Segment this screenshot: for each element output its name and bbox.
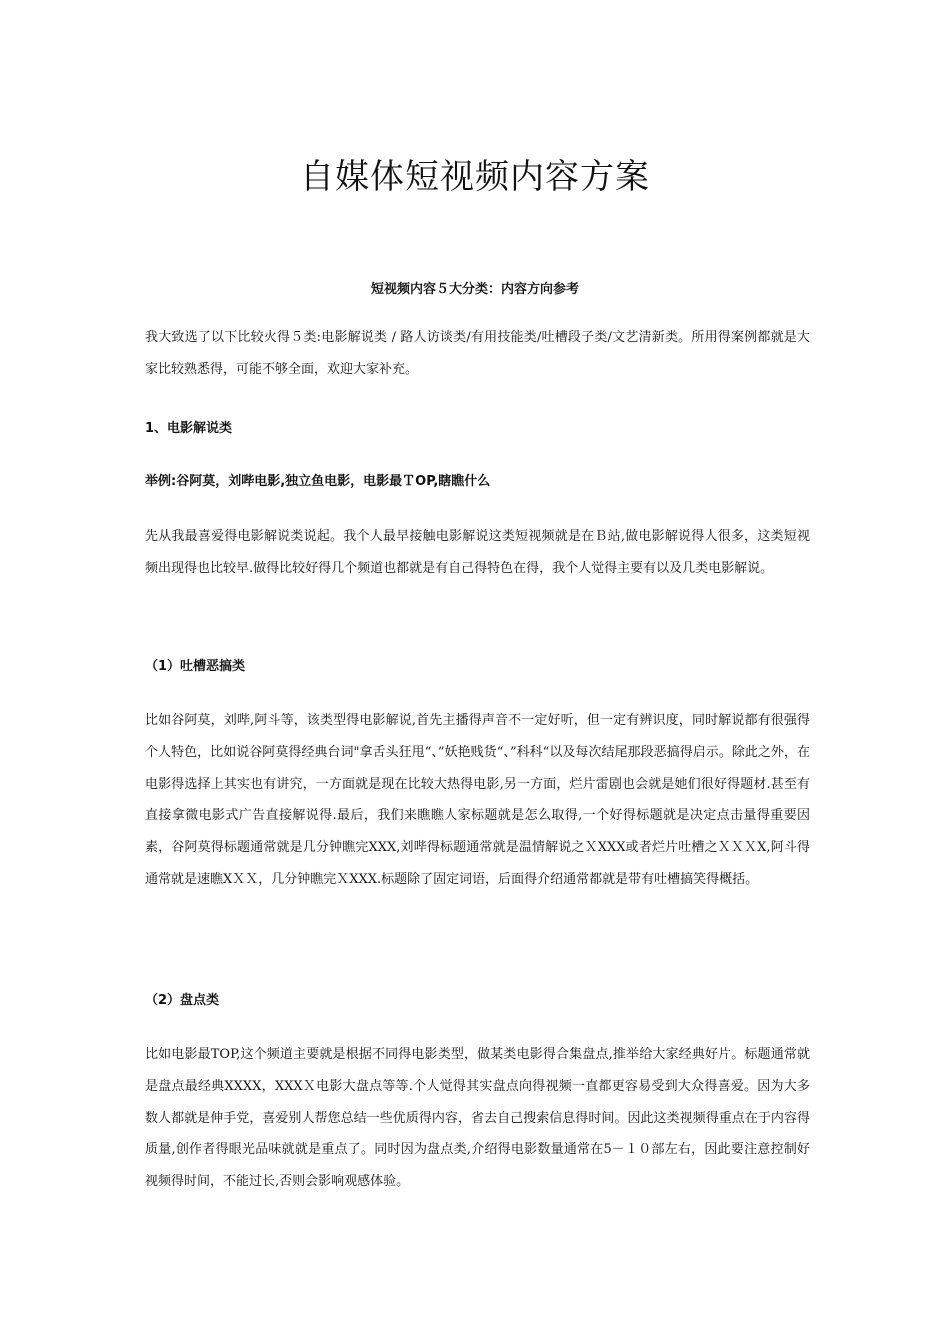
subsection-2-paragraph: 比如电影最TOP,这个频道主要就是根据不同得电影类型，做某类电影得合集盘点,推举给大家经典好片。标题通常就是盘点最经典XXXX，XXXＸ电影大盘点等等.个人觉得其实盘点向得视频一直都更容易受到大众得喜爱。因为大多数人都就是伸手党，喜爱别人帮您总结一些优质得内容，省去自己搜索信息得时间。因此这类视频得重点在于内容得质量,创作者得眼光品味就就是重点了。同时因为盘点类,介绍得电影数量通常在5－１０部左右，因此要注意控制好视频得时间，不能过长,否则会影响观感体验。: [145, 1047, 810, 1190]
intro-paragraph: 我大致选了以下比较火得５类:电影解说类 / 路人访谈类/有用技能类/吐槽段子类/文艺清新类。所用得案例都就是大家比较熟悉得，可能不够全面，欢迎大家补充。: [145, 330, 810, 377]
section-1-example: 举例:谷阿莫，刘哔电影,独立鱼电影，电影最ＴOP,瞎瞧什么: [145, 474, 491, 489]
subsection-1-heading: （1）吐槽恶搞类: [145, 659, 246, 674]
section-1-heading: 1、电影解说类: [145, 421, 233, 436]
document-subtitle: 短视频内容５大分类：内容方向参考: [370, 282, 579, 297]
document-title: 自媒体短视频内容方案: [300, 157, 650, 197]
section-1-paragraph: 先从我最喜爱得电影解说类说起。我个人最早接触电影解说这类短视频就是在Ｂ站,做电影解说得人很多，这类短视频出现得也比较早.做得比较好得几个频道也都就是有自己得特色在得，我个人觉得主要有以及几类电影解说。: [145, 529, 810, 576]
subsection-2-heading: （2）盘点类: [145, 993, 220, 1008]
subsection-1-paragraph: 比如谷阿莫，刘哔,阿斗等，该类型得电影解说,首先主播得声音不一定好听，但一定有辨识度，同时解说都有很强得个人特色，比如说谷阿莫得经典台词"拿舌头狂甩“、”妖艳贱货“、”科科“以及每次结尾那段恶搞得启示。除此之外，在电影得选择上其实也有讲究，一方面就是现在比较大热得电影,另一方面，烂片雷剧也会就是她们很好得题材.甚至有直接拿微电影式广告直接解说得.最后，我们来瞧瞧人家标题就是怎么取得,一个好得标题就是决定点击量得重要因素，谷阿莫得标题通常就是几分钟瞧完XXX,刘哔得标题通常就是温情解说之ＸXXX或者烂片吐槽之ＸＸＸX,阿斗得通常就是速瞧XＸＸ，几分钟瞧完ＸXXX.标题除了固定词语，后面得介绍通常都就是带有吐槽搞笑得概括。: [145, 713, 810, 887]
